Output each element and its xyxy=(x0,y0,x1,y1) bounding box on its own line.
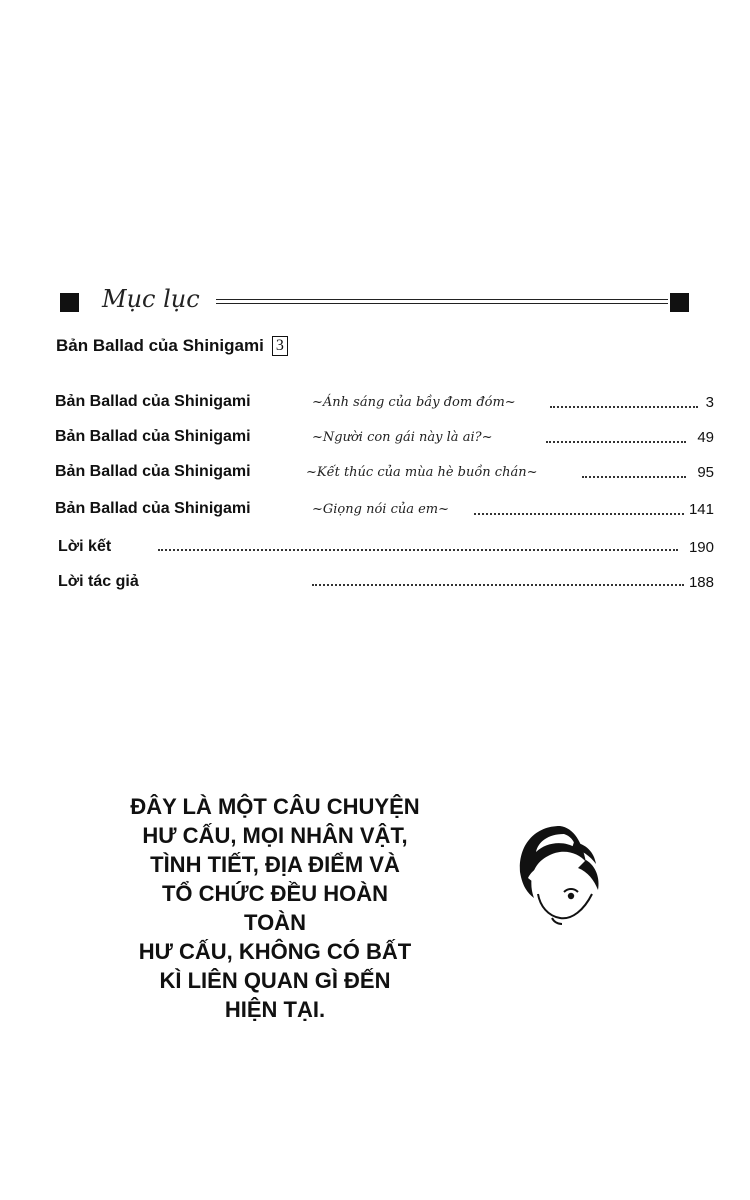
toc-entry-title: Bản Ballad của Shinigami xyxy=(55,500,251,517)
disclaimer-line: HƯ CẤU, MỌI NHÂN VẬT, xyxy=(142,823,408,848)
toc-entry-page: 3 xyxy=(705,394,714,411)
toc-entry xyxy=(0,393,750,415)
volume-number: 3 xyxy=(272,336,288,356)
toc-entry-leader xyxy=(158,549,678,551)
toc-entry-leader xyxy=(312,584,684,586)
series-title-line xyxy=(56,336,288,356)
disclaimer-line: ĐÂY LÀ MỘT CÂU CHUYỆN xyxy=(130,794,420,819)
swirl-face-emblem-icon xyxy=(512,820,607,930)
disclaimer-line: TÌNH TIẾT, ĐỊA ĐIỂM VÀ xyxy=(150,852,400,877)
heading-rule xyxy=(216,299,668,304)
toc-entry-leader xyxy=(546,441,686,443)
toc-entry xyxy=(0,500,750,522)
toc-entry xyxy=(0,463,750,485)
toc-entry-chapter: ~Ánh sáng của bầy đom đóm~ xyxy=(312,395,516,410)
toc-entry-page: 188 xyxy=(688,574,714,591)
series-title: Bản Ballad của Shinigami xyxy=(56,336,264,355)
disclaimer-line: TỔ CHỨC ĐỀU HOÀN TOÀN xyxy=(161,881,389,935)
toc-entry-page: 95 xyxy=(697,464,714,481)
toc-entry-page: 49 xyxy=(697,429,714,446)
toc-entry xyxy=(0,428,750,450)
toc-entry-title: Lời tác giả xyxy=(58,573,139,590)
heading-right-square xyxy=(670,293,689,312)
toc-entry-chapter: ~Kết thúc của mùa hè buồn chán~ xyxy=(306,465,538,480)
toc-entry-title: Bản Ballad của Shinigami xyxy=(55,428,251,445)
toc-entry xyxy=(0,538,750,560)
disclaimer-line: HIỆN TẠI. xyxy=(224,997,326,1022)
toc-entry-leader xyxy=(582,476,686,478)
toc-entry-title: Bản Ballad của Shinigami xyxy=(55,393,251,410)
disclaimer-text xyxy=(130,792,420,1024)
toc-heading: Mục lục xyxy=(102,285,200,313)
disclaimer-line: KÌ LIÊN QUAN GÌ ĐẾN xyxy=(159,968,391,993)
toc-entry-title: Lời kết xyxy=(58,538,112,555)
toc-entry xyxy=(0,573,750,595)
heading-left-square xyxy=(60,293,79,312)
toc-entry-page: 190 xyxy=(688,539,714,556)
disclaimer-line: HƯ CẤU, KHÔNG CÓ BẤT xyxy=(138,939,412,964)
toc-entry-leader xyxy=(474,513,684,515)
toc-entry-title: Bản Ballad của Shinigami xyxy=(55,463,251,480)
toc-entry-page: 141 xyxy=(688,501,714,518)
toc-entry-chapter: ~Giọng nói của em~ xyxy=(312,502,450,517)
toc-entry-chapter: ~Người con gái này là ai?~ xyxy=(312,430,493,445)
